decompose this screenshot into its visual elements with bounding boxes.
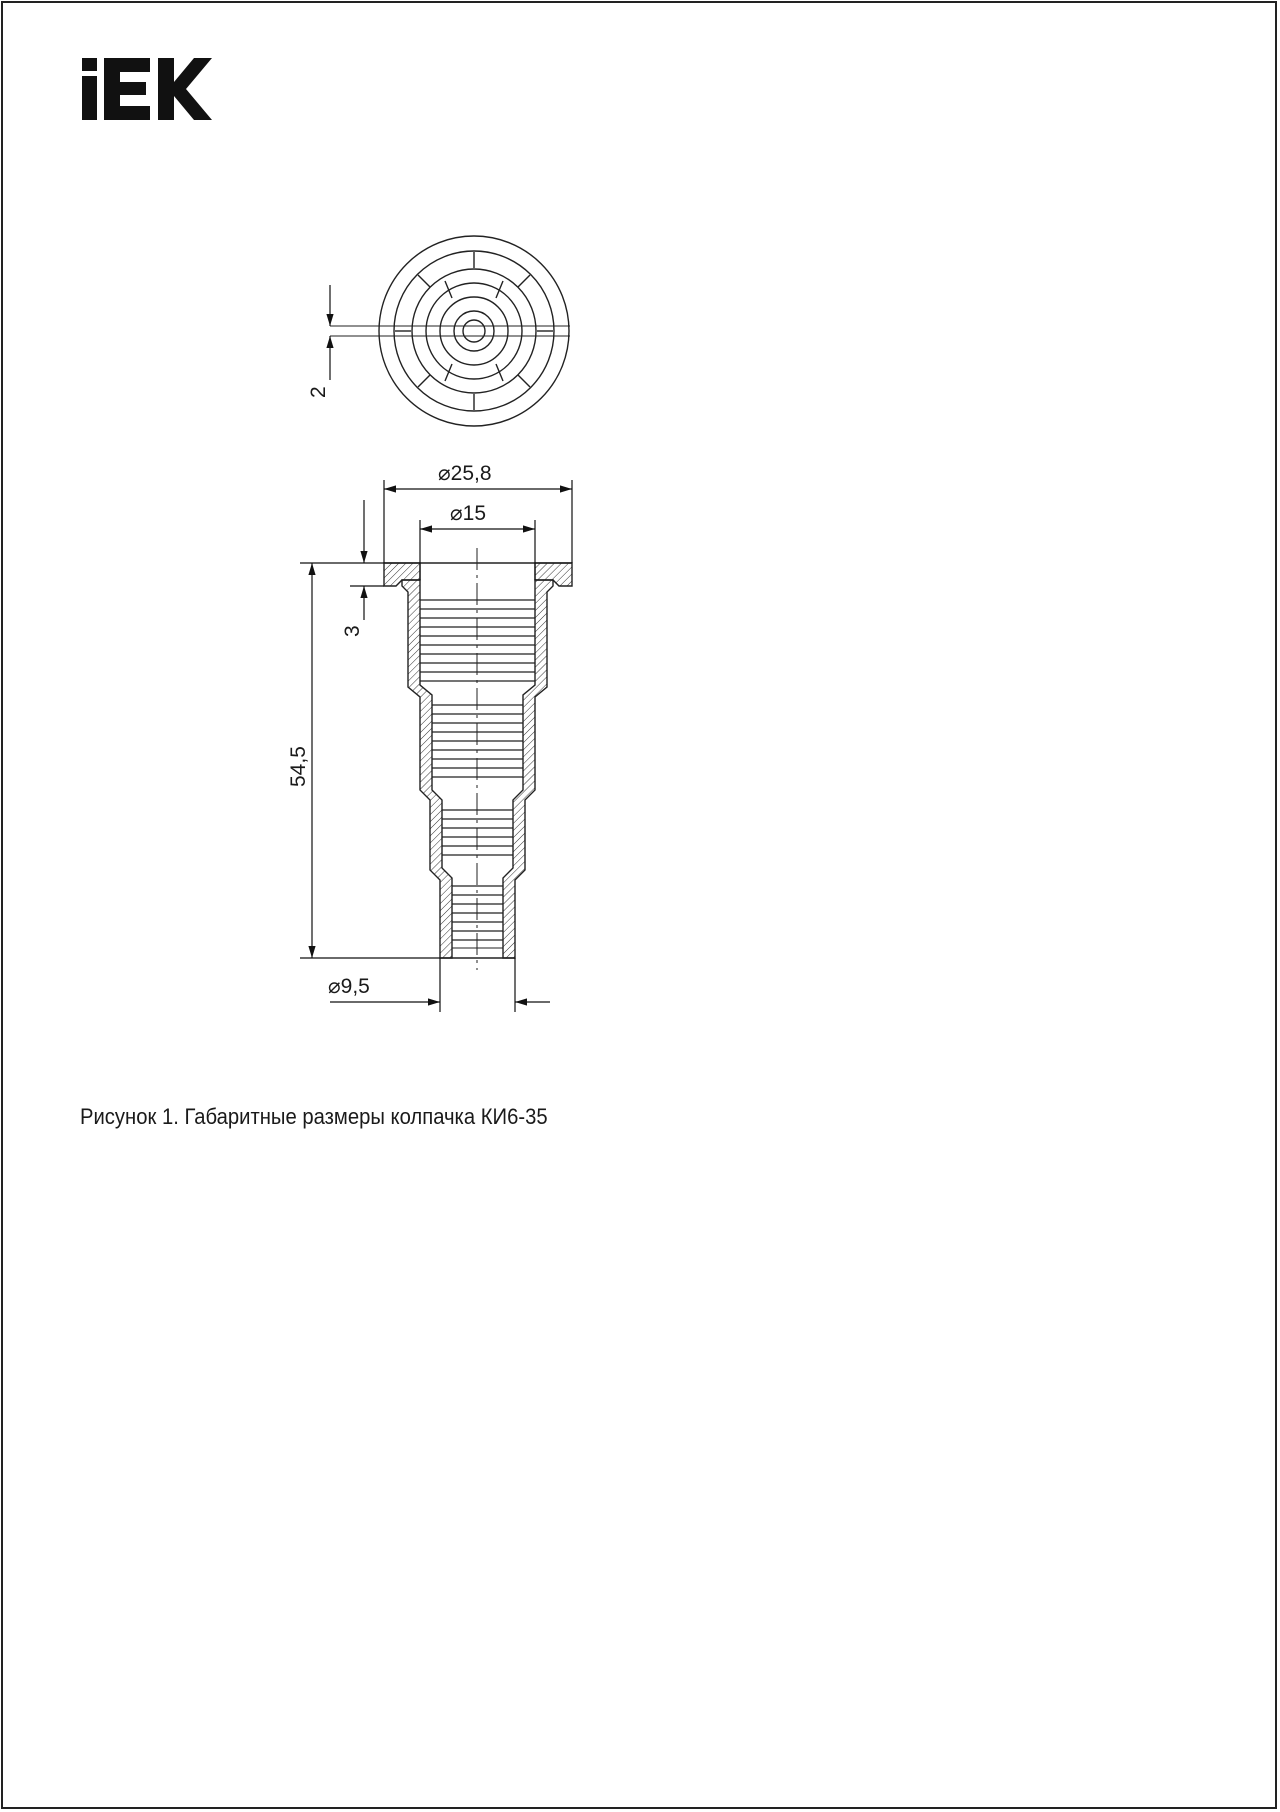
dim-flange-label: 3	[341, 625, 364, 637]
top-view	[330, 236, 570, 426]
dim-bottom-label: ⌀9,5	[328, 975, 370, 998]
side-view	[384, 548, 572, 970]
dim-outer-label: ⌀25,8	[438, 462, 492, 485]
dim-slot-label: 2	[307, 386, 330, 398]
dim-height-label: 54,5	[287, 746, 310, 787]
figure-caption: Рисунок 1. Габаритные размеры колпачка КИ6-35	[80, 1104, 548, 1129]
dim-inner-label: ⌀15	[450, 502, 487, 525]
